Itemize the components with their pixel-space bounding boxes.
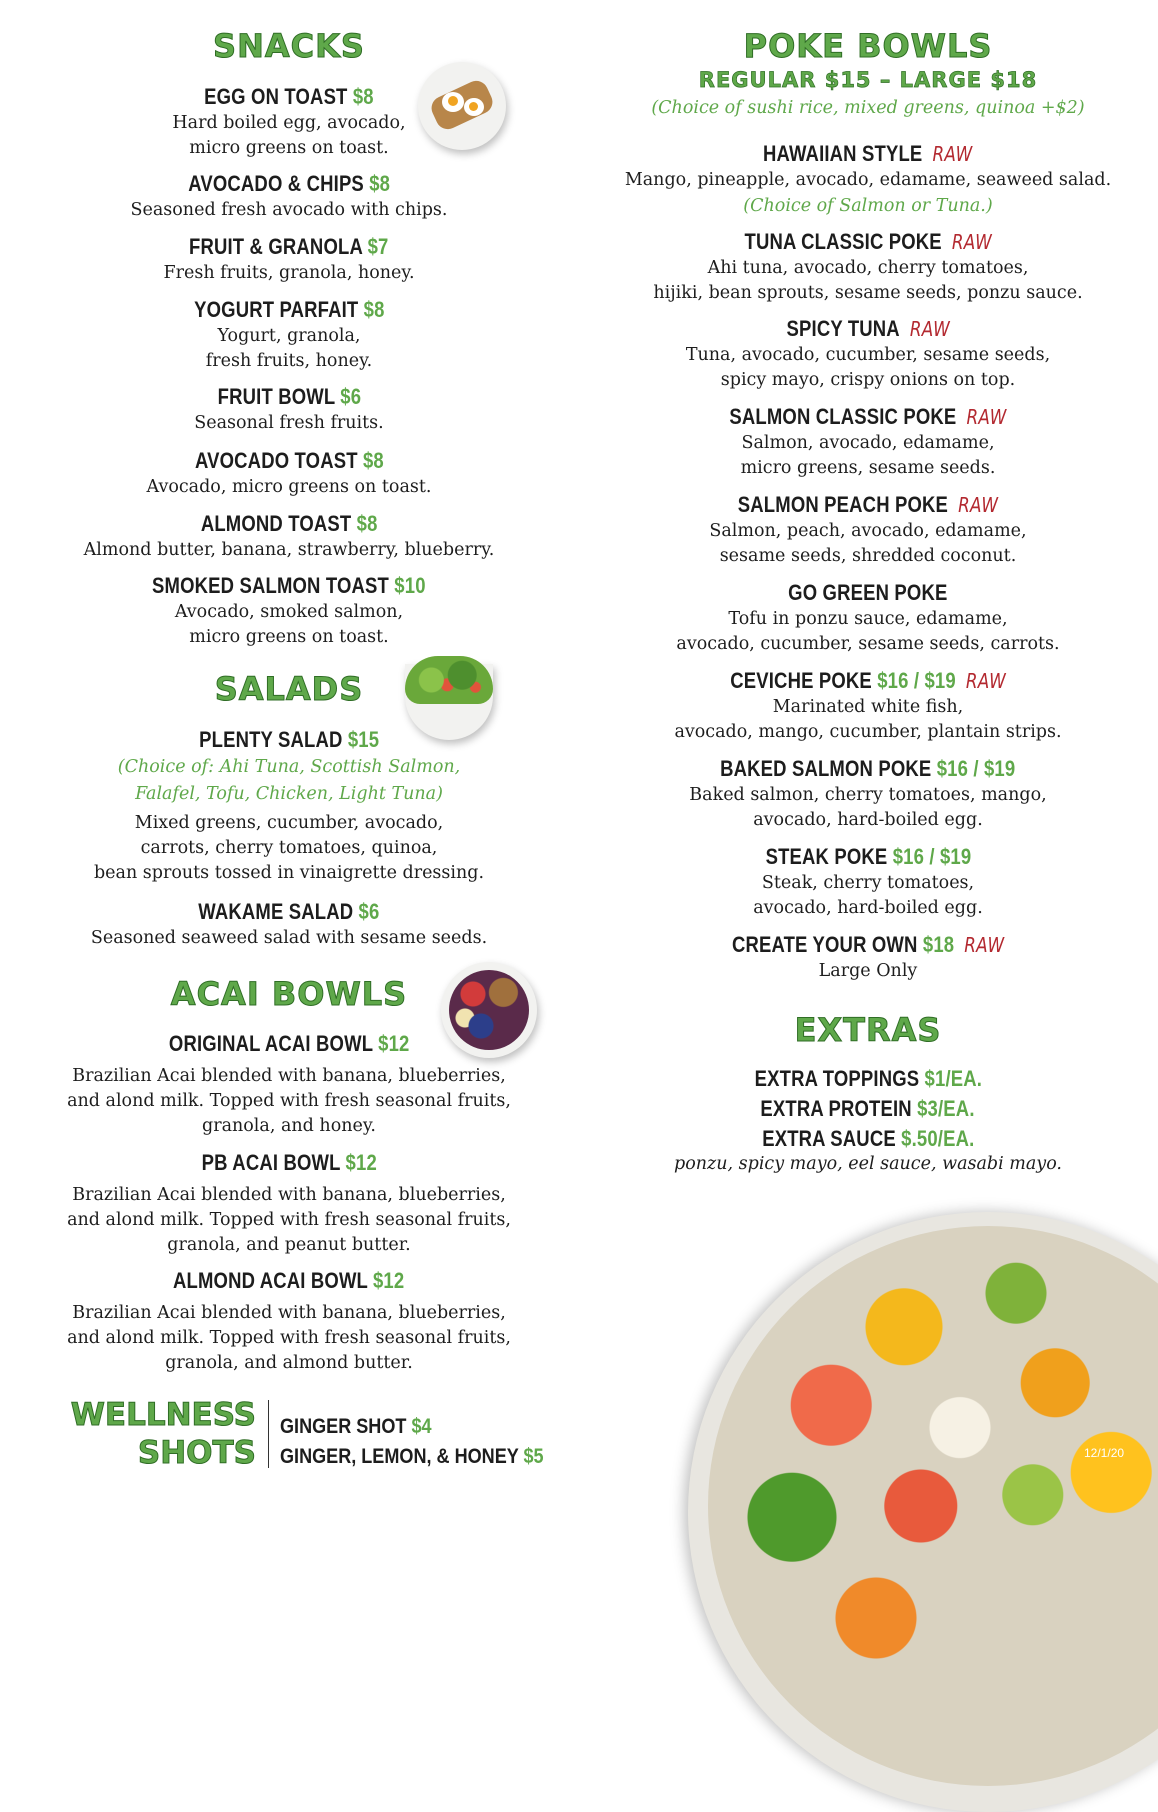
- extras-item-0-price: $1/EA.: [924, 1066, 982, 1091]
- poke-item-0-name: [763, 141, 973, 167]
- snacks-item-5-desc: [0, 475, 578, 500]
- snacks-item-1-name-row: [0, 171, 578, 197]
- acai-item-1-desc: [0, 1183, 578, 1258]
- snacks-item-5-title: AVOCADO TOAST: [194, 448, 358, 473]
- egg-toast-image: [418, 62, 506, 150]
- snacks-item-7-desc: [0, 600, 578, 650]
- acai-item-2-title: ALMOND ACAI BOWL: [173, 1268, 368, 1293]
- acai-item-2-name-row: [0, 1268, 578, 1294]
- poke-item-0-choice: (Choice of Salmon or Tuna.): [743, 196, 993, 216]
- poke-item-1-title: TUNA CLASSIC POKE: [744, 229, 942, 254]
- poke-item-1-name-row: [578, 229, 1158, 255]
- salads-item-0-price: $15: [347, 727, 380, 752]
- poke-item-2-desc-line: spicy mayo, crispy onions on top.: [720, 370, 1016, 390]
- acai-item-2-price: $12: [373, 1268, 405, 1293]
- snacks-item-6-name: [201, 511, 378, 537]
- menu-date: 12/1/20: [1084, 1446, 1125, 1460]
- snacks-item-4-price: $6: [339, 384, 361, 409]
- snacks-item-1-title: AVOCADO & CHIPS: [188, 171, 364, 196]
- snacks-item-2-desc: [0, 261, 578, 286]
- poke-item-1-desc: [578, 256, 1158, 306]
- acai-item-1-desc-line: granola, and peanut butter.: [167, 1235, 411, 1255]
- acai-item-1-desc-line: Brazilian Acai blended with banana, blueberries,: [72, 1185, 506, 1205]
- poke-item-2-desc: [578, 343, 1158, 393]
- poke-item-2-name: [786, 316, 949, 342]
- poke-item-7-price: $16 / $19: [936, 756, 1016, 781]
- poke-item-0-name-row: [578, 141, 1158, 167]
- poke-item-3-name: [729, 404, 1006, 430]
- poke-item-8-name-row: [578, 844, 1158, 870]
- poke-item-8-desc: [578, 871, 1158, 921]
- snacks-item-3-desc-line: Yogurt, granola,: [217, 326, 361, 346]
- snacks-item-1-desc: [0, 198, 578, 223]
- acai-item-0-title: ORIGINAL ACAI BOWL: [168, 1031, 373, 1056]
- salads-item-0-title: PLENTY SALAD: [198, 727, 343, 752]
- salads-item-1-desc-line: Seasoned seaweed salad with sesame seeds.: [90, 928, 488, 948]
- salads-item-0-choice-line: (Choice of: Ahi Tuna, Scottish Salmon,: [117, 757, 461, 777]
- poke-item-6-title: CEVICHE POKE: [730, 668, 872, 693]
- snacks-item-5-name-row: [0, 448, 578, 474]
- poke-item-0-raw-label: RAW: [932, 142, 973, 166]
- poke-item-4-desc-line: sesame seeds, shredded coconut.: [719, 546, 1017, 566]
- extras-item-2-name: [762, 1126, 974, 1152]
- extras-item-1-name: [761, 1096, 975, 1122]
- acai-item-0-price: $12: [377, 1031, 410, 1056]
- poke-item-8-desc-line: Steak, cherry tomatoes,: [761, 873, 975, 893]
- snacks-item-7-desc-line: micro greens on toast.: [189, 627, 389, 647]
- snacks-item-3-name-row: [0, 297, 578, 323]
- poke-item-4-name: [738, 492, 998, 518]
- poke-item-9-desc: [578, 959, 1158, 984]
- snacks-item-0-desc-line: Hard boiled egg, avocado,: [172, 113, 406, 133]
- poke-item-9-desc-line: Large Only: [818, 961, 918, 981]
- poke-item-7-name-row: [578, 756, 1158, 782]
- snacks-item-4-name-row: [0, 384, 578, 410]
- poke-item-9-title: CREATE YOUR OWN: [731, 932, 918, 957]
- poke-base-note: (Choice of sushi rice, mixed greens, quinoa +$2): [651, 98, 1085, 118]
- salads-item-1-title: WAKAME SALAD: [198, 899, 354, 924]
- poke-item-1-name: [744, 229, 991, 255]
- snacks-item-4-name: [217, 384, 361, 410]
- poke-item-3-desc: [578, 431, 1158, 481]
- poke-item-2-raw-label: RAW: [909, 317, 950, 341]
- poke-item-3-raw-label: RAW: [966, 405, 1007, 429]
- salads-item-0-choice-line: Falafel, Tofu, Chicken, Light Tuna): [135, 784, 443, 804]
- poke-item-1-raw-label: RAW: [951, 230, 992, 254]
- wellness-divider: [268, 1400, 269, 1468]
- snacks-item-1-name: [188, 171, 390, 197]
- acai-item-0-desc-line: granola, and honey.: [202, 1116, 376, 1136]
- snacks-item-0-title: EGG ON TOAST: [204, 84, 348, 109]
- salads-item-0-name-row: [0, 727, 578, 753]
- poke-item-3-title: SALMON CLASSIC POKE: [729, 404, 957, 429]
- poke-item-4-raw-label: RAW: [958, 493, 999, 517]
- extras-item-1-name-row: [578, 1096, 1158, 1122]
- snacks-item-4-desc-line: Seasonal fresh fruits.: [194, 413, 384, 433]
- acai-item-0-desc-line: and alond milk. Topped with fresh seasonal fruits,: [67, 1091, 511, 1111]
- poke-item-5-desc-line: Tofu in ponzu sauce, edamame,: [728, 609, 1008, 629]
- extras-item-1-title: EXTRA PROTEIN: [760, 1096, 913, 1121]
- salads-item-0-desc-line: carrots, cherry tomatoes, quinoa,: [140, 838, 438, 858]
- snacks-item-5-desc-line: Avocado, micro greens on toast.: [146, 477, 432, 497]
- poke-item-5-name: [788, 580, 947, 606]
- snacks-item-3-name: [194, 297, 384, 323]
- poke-item-1-desc-line: Ahi tuna, avocado, cherry tomatoes,: [707, 258, 1029, 278]
- acai-item-2-name: [173, 1268, 404, 1294]
- snacks-item-3-desc: [0, 324, 578, 374]
- poke-item-8-name: [765, 844, 971, 870]
- poke-item-9-name: [732, 932, 1004, 958]
- poke-item-5-name-row: [578, 580, 1158, 606]
- snacks-item-2-name-row: [0, 234, 578, 260]
- snacks-item-0-desc-line: micro greens on toast.: [189, 138, 389, 158]
- snacks-item-4-title: FRUIT BOWL: [217, 384, 335, 409]
- acai-item-0-desc: [0, 1064, 578, 1139]
- poke-item-5-title: GO GREEN POKE: [788, 580, 948, 605]
- poke-item-1-desc-line: hijiki, bean sprouts, sesame seeds, ponzu sauce.: [653, 283, 1083, 303]
- wellness-heading: WELLNESS SHOTS: [70, 1397, 256, 1471]
- poke-item-6-desc-line: Marinated white fish,: [772, 697, 964, 717]
- acai-item-0-desc-line: Brazilian Acai blended with banana, blueberries,: [72, 1066, 506, 1086]
- acai-item-2-desc-line: and alond milk. Topped with fresh seasonal fruits,: [67, 1328, 511, 1348]
- poke-item-6-name: [730, 668, 1006, 694]
- snacks-item-4-desc: [0, 411, 578, 436]
- salads-item-1-price: $6: [358, 899, 380, 924]
- acai-item-1-desc-line: and alond milk. Topped with fresh seasonal fruits,: [67, 1210, 511, 1230]
- poke-item-9-raw-label: RAW: [964, 933, 1005, 957]
- poke-item-9-name-row: [578, 932, 1158, 958]
- extras-item-0-title: EXTRA TOPPINGS: [754, 1066, 919, 1091]
- snacks-heading: SNACKS: [213, 27, 365, 65]
- snacks-item-1-price: $8: [369, 171, 390, 196]
- poke-sizes: REGULAR $15 – LARGE $18: [698, 68, 1038, 92]
- poke-item-4-desc-line: Salmon, peach, avocado, edamame,: [709, 521, 1027, 541]
- extras-item-2-title: EXTRA SAUCE: [761, 1126, 896, 1151]
- snacks-item-7-name-row: [0, 573, 578, 599]
- snacks-item-1-desc-line: Seasoned fresh avocado with chips.: [130, 200, 448, 220]
- poke-item-4-name-row: [578, 492, 1158, 518]
- acai-item-2-desc-line: Brazilian Acai blended with banana, blueberries,: [72, 1303, 506, 1323]
- salads-heading: SALADS: [214, 670, 364, 708]
- acai-bowl-image: [441, 962, 537, 1058]
- poke-item-0-desc: [578, 168, 1158, 193]
- salads-item-1-name: [198, 899, 379, 925]
- salads-item-0-name: [199, 727, 379, 753]
- snacks-item-3-desc-line: fresh fruits, honey.: [205, 351, 373, 371]
- poke-item-6-raw-label: RAW: [965, 669, 1006, 693]
- poke-bowl-image: [688, 1212, 1158, 1812]
- acai-item-2-desc: [0, 1301, 578, 1376]
- poke-item-6-desc-line: avocado, mango, cucumber, plantain strips.: [674, 722, 1062, 742]
- snacks-item-6-name-row: [0, 511, 578, 537]
- poke-item-2-title: SPICY TUNA: [786, 316, 900, 341]
- extras-item-0-name: [754, 1066, 981, 1092]
- salads-item-0-desc-line: bean sprouts tossed in vinaigrette dressing.: [93, 863, 485, 883]
- poke-heading: POKE BOWLS: [743, 27, 993, 65]
- poke-item-5-desc: [578, 607, 1158, 657]
- snacks-item-0-price: $8: [352, 84, 374, 109]
- sauce-options: ponzu, spicy mayo, eel sauce, wasabi mayo.: [674, 1154, 1062, 1174]
- poke-item-7-name: [720, 756, 1015, 782]
- poke-item-6-desc: [578, 695, 1158, 745]
- poke-item-0-title: HAWAIIAN STYLE: [763, 141, 923, 166]
- poke-item-6-price: $16 / $19: [877, 668, 956, 693]
- acai-item-1-price: $12: [345, 1150, 377, 1175]
- snacks-item-5-name: [195, 448, 384, 474]
- poke-item-7-title: BAKED SALMON POKE: [720, 756, 932, 781]
- poke-item-2-desc-line: Tuna, avocado, cucumber, sesame seeds,: [685, 345, 1051, 365]
- salads-item-0-choice: [0, 754, 578, 808]
- poke-item-9-price: $18: [922, 932, 955, 957]
- acai-heading: ACAI BOWLS: [170, 975, 408, 1013]
- extras-item-0-name-row: [578, 1066, 1158, 1092]
- poke-item-5-desc-line: avocado, cucumber, sesame seeds, carrots.: [676, 634, 1060, 654]
- poke-item-0-desc-line: Mango, pineapple, avocado, edamame, seaweed salad.: [624, 170, 1112, 190]
- snacks-item-6-title: ALMOND TOAST: [200, 511, 352, 536]
- ginger-shot: GINGER SHOT $4: [280, 1415, 432, 1438]
- snacks-item-3-title: YOGURT PARFAIT: [193, 297, 359, 322]
- snacks-item-2-desc-line: Fresh fruits, granola, honey.: [163, 263, 415, 283]
- poke-item-3-name-row: [578, 404, 1158, 430]
- poke-item-8-title: STEAK POKE: [765, 844, 887, 869]
- poke-item-7-desc: [578, 783, 1158, 833]
- snacks-item-6-desc: [0, 538, 578, 563]
- extras-item-1-price: $3/EA.: [917, 1096, 976, 1121]
- snacks-item-2-name: [189, 234, 388, 260]
- acai-item-1-name-row: [0, 1150, 578, 1176]
- acai-item-2-desc-line: granola, and almond butter.: [165, 1353, 413, 1373]
- salads-item-0-desc: [0, 811, 578, 886]
- extras-item-2-name-row: [578, 1126, 1158, 1152]
- poke-item-4-title: SALMON PEACH POKE: [737, 492, 949, 517]
- poke-item-6-name-row: [578, 668, 1158, 694]
- snacks-item-0-name: [204, 84, 374, 110]
- salads-item-1-desc: [0, 926, 578, 951]
- snacks-item-3-price: $8: [363, 297, 385, 322]
- snacks-item-5-price: $8: [362, 448, 384, 473]
- poke-item-8-price: $16 / $19: [892, 844, 971, 869]
- poke-item-8-desc-line: avocado, hard-boiled egg.: [753, 898, 983, 918]
- snacks-item-7-title: SMOKED SALMON TOAST: [152, 573, 390, 598]
- snacks-item-7-price: $10: [394, 573, 426, 598]
- poke-item-3-desc-line: micro greens, sesame seeds.: [740, 458, 996, 478]
- salads-item-0-desc-line: Mixed greens, cucumber, avocado,: [134, 813, 444, 833]
- snacks-item-6-price: $8: [356, 511, 378, 536]
- extras-heading: EXTRAS: [794, 1011, 942, 1049]
- snacks-item-6-desc-line: Almond butter, banana, strawberry, blueberry.: [83, 540, 495, 560]
- snacks-item-7-desc-line: Avocado, smoked salmon,: [174, 602, 404, 622]
- poke-item-3-desc-line: Salmon, avocado, edamame,: [741, 433, 995, 453]
- ginger-lemon-honey-shot: GINGER, LEMON, & HONEY $5: [280, 1445, 544, 1468]
- poke-item-2-name-row: [578, 316, 1158, 342]
- snacks-item-7-name: [152, 573, 426, 599]
- salads-item-1-name-row: [0, 899, 578, 925]
- snacks-item-2-title: FRUIT & GRANOLA: [189, 234, 363, 259]
- acai-item-1-title: PB ACAI BOWL: [201, 1150, 340, 1175]
- poke-item-7-desc-line: Baked salmon, cherry tomatoes, mango,: [689, 785, 1047, 805]
- poke-item-4-desc: [578, 519, 1158, 569]
- extras-item-2-price: $.50/EA.: [900, 1126, 975, 1151]
- acai-item-1-name: [201, 1150, 376, 1176]
- poke-item-7-desc-line: avocado, hard-boiled egg.: [753, 810, 983, 830]
- snacks-item-2-price: $7: [367, 234, 389, 259]
- acai-item-0-name: [169, 1031, 410, 1057]
